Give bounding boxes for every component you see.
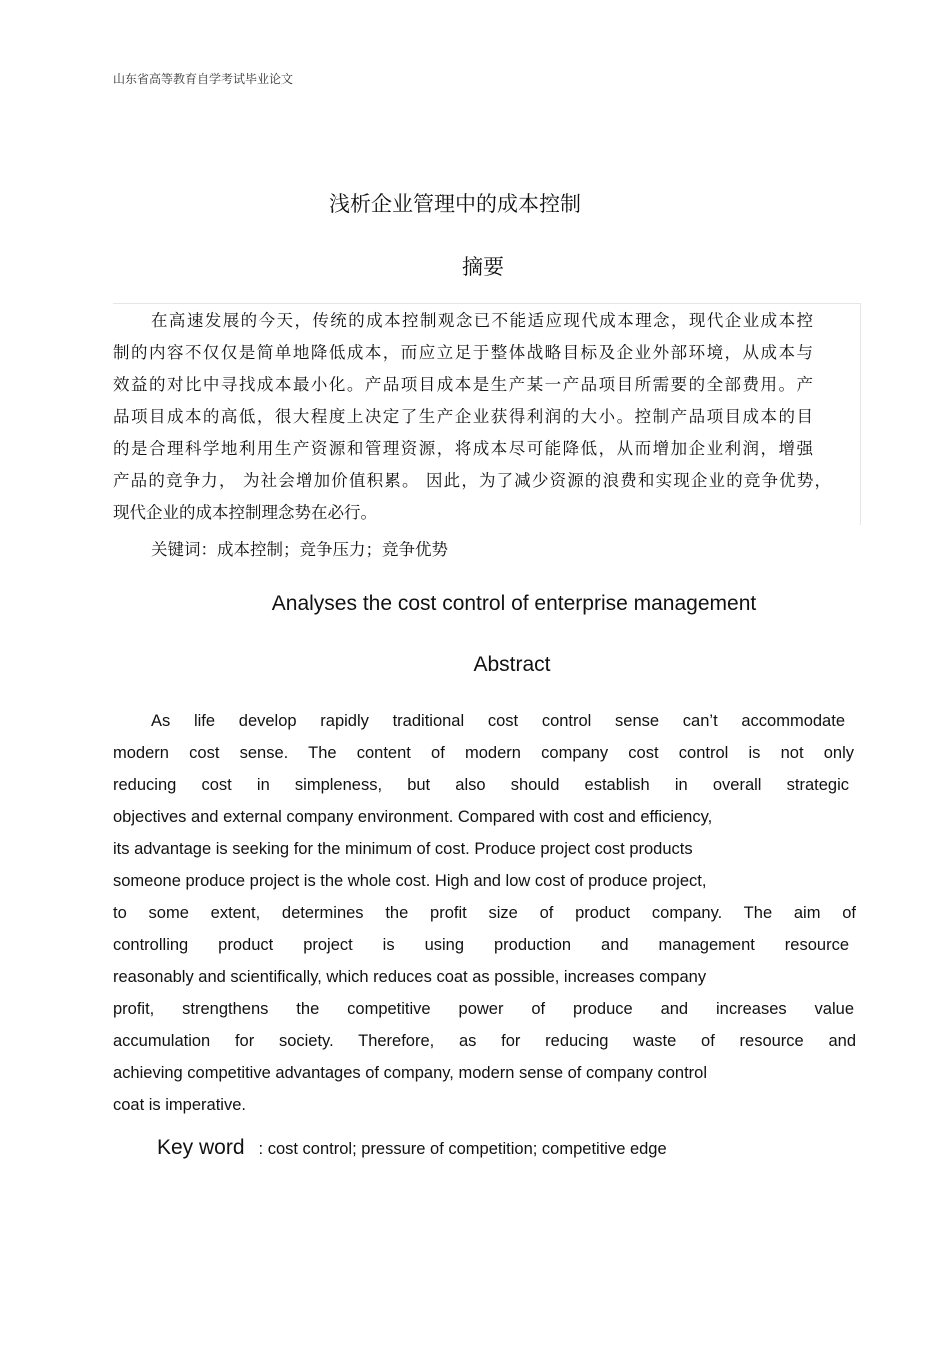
abstract-heading-en: Abstract: [473, 653, 551, 676]
abstract-zh-line: 的是合理科学地利用生产资源和管理资源，将成本尽可能降低，从而增加企业利润，增强: [113, 439, 813, 458]
abstract-zh-line: 在高速发展的今天，传统的成本控制观念已不能适应现代成本理念，现代企业成本控: [151, 311, 813, 330]
abstract-en-line: objectives and external company environment. Compared with cost and efficiency,: [113, 808, 713, 826]
abstract-en-line: controlling product project is using production and management resource: [113, 936, 849, 954]
title-en: Analyses the cost control of enterprise management: [271, 592, 757, 615]
keywords-en-values: : cost control; pressure of competition; competitive edge: [258, 1140, 667, 1158]
abstract-en-line: its advantage is seeking for the minimum of cost. Produce project cost products: [113, 840, 693, 858]
keywords-en-label: Key word: [157, 1136, 245, 1159]
keywords-zh: 关键词：成本控制；竞争压力；竞争优势: [151, 540, 448, 559]
abstract-heading-zh: 摘要: [462, 255, 504, 279]
title-zh: 浅析企业管理中的成本控制: [329, 192, 581, 216]
abstract-box-border-right: [860, 303, 861, 525]
abstract-en-line: profit, strengthens the competitive power of produce and increases value: [113, 1000, 854, 1018]
keywords-en: [157, 1136, 667, 1160]
abstract-zh-line: 产品的竞争力， 为社会增加价值积累。 因此，为了减少资源的浪费和实现企业的竞争优势，: [113, 471, 831, 490]
abstract-en-line: achieving competitive advantages of company, modern sense of company control: [113, 1064, 708, 1082]
abstract-box-border-top: [113, 303, 861, 304]
abstract-en-line: coat is imperative.: [113, 1096, 246, 1114]
abstract-zh-line: 品项目成本的高低，很大程度上决定了生产企业获得利润的大小。控制产品项目成本的目: [113, 407, 813, 426]
abstract-en-line: reasonably and scientifically, which reduces coat as possible, increases company: [113, 968, 707, 986]
abstract-en-line: accumulation for society. Therefore, as for reducing waste of resource and: [113, 1032, 856, 1050]
abstract-zh-line: 制的内容不仅仅是简单地降低成本，而应立足于整体战略目标及企业外部环境，从成本与: [113, 343, 813, 362]
page-header: 山东省高等教育自学考试毕业论文: [113, 72, 294, 86]
abstract-en-line: someone produce project is the whole cost. High and low cost of produce project,: [113, 872, 707, 890]
abstract-en-line: modern cost sense. The content of modern company cost control is not only: [113, 744, 854, 762]
abstract-en-line: to some extent, determines the profit size of product company. The aim of: [113, 904, 856, 922]
abstract-zh-line: 现代企业的成本控制理念势在必行。: [113, 503, 377, 522]
abstract-en-line: reducing cost in simpleness, but also should establish in overall strategic: [113, 776, 849, 794]
abstract-zh-line: 效益的对比中寻找成本最小化。产品项目成本是生产某一产品项目所需要的全部费用。产: [113, 375, 813, 394]
abstract-en-line: As life develop rapidly traditional cost control sense can’t accommodate: [151, 712, 845, 730]
